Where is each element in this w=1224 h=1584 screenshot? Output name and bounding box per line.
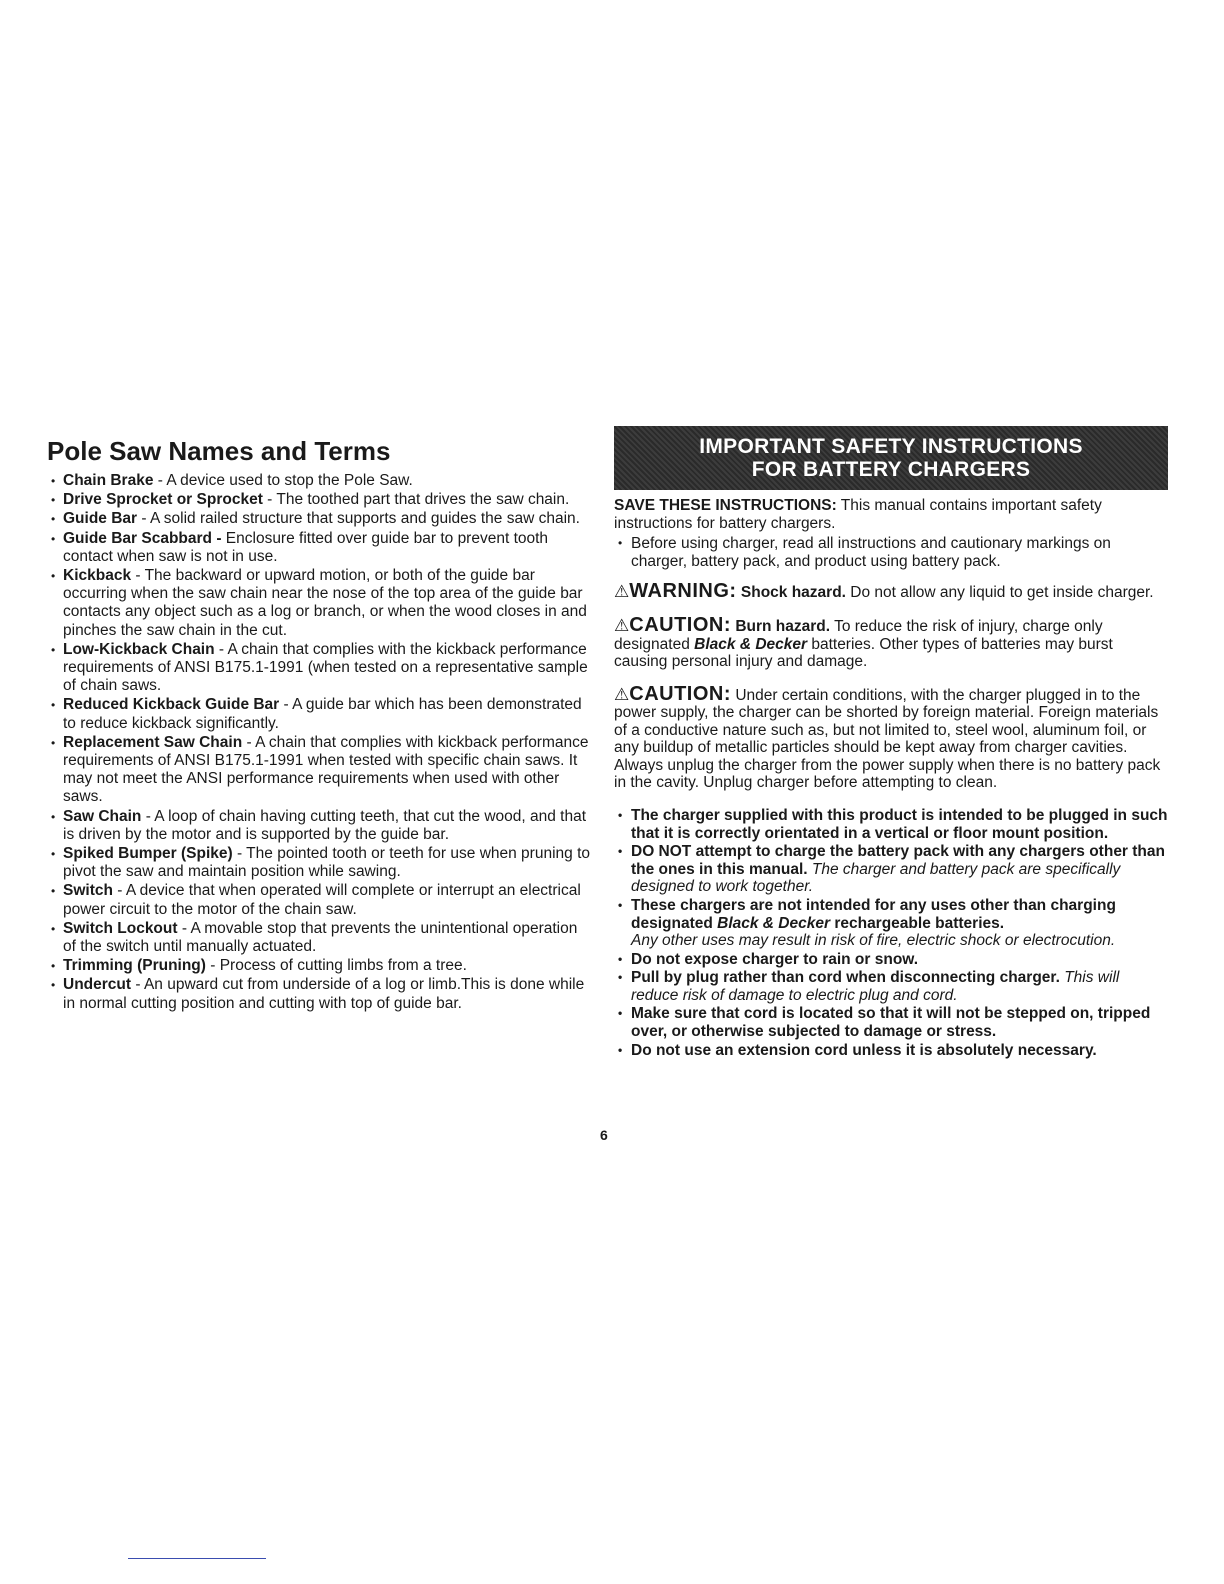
term-name: Saw Chain: [63, 807, 142, 825]
term-item: [47, 976, 592, 1012]
list-item: • The charger supplied with this product is intended to be plugged in such that it is correctly orientated in a vertical or floor mount position.: [614, 807, 1170, 842]
warning-block: [614, 580, 1170, 603]
term-desc: Enclosure fitted over guide bar to prevent tooth contact when saw is not in use.: [63, 529, 549, 565]
list-item: • Before using charger, read all instructions and cautionary markings on charger, battery pack, and product using battery pack.: [614, 535, 1170, 570]
caution-label: CAUTION:: [629, 683, 732, 705]
term-name: Chain Brake: [63, 472, 154, 489]
term-desc: - A device used to stop the Pole Saw.: [153, 472, 413, 489]
save-label: SAVE THESE INSTRUCTIONS:: [614, 497, 837, 514]
term-desc: - The pointed tooth or teeth for use when pruning to pivot the saw and maintain position while sawing.: [63, 845, 590, 881]
term-desc: - Process of cutting limbs from a tree.: [205, 957, 467, 975]
term-name: Replacement Saw Chain: [63, 733, 243, 751]
hazard-label: Burn hazard.: [735, 618, 831, 636]
warning-label: WARNING:: [629, 580, 737, 603]
term-desc: - An upward cut from underside of a log or limb.This is done while in normal cutting position and cutting with top of guide bar.: [63, 976, 585, 1012]
caution-text: To reduce the risk of injury, charge only designated: [614, 618, 1103, 653]
term-name: Switch Lockout: [63, 919, 178, 937]
warning-triangle-icon: ⚠: [614, 582, 630, 602]
warning-text: Do not allow any liquid to get inside charger.: [845, 584, 1154, 602]
rule-italic: This will reduce risk of damage to electric plug and cord.: [631, 969, 1120, 1004]
term-name: Drive Sprocket or Sprocket: [63, 491, 263, 509]
term-desc: - A chain that complies with kickback performance requirements of ANSI B175.1-1991 when tested with specific chain saws. It may not meet the ANSI performance requirements when used with other saws.: [63, 733, 589, 806]
brand-name: Black & Decker: [717, 914, 831, 932]
safety-section: [614, 426, 1170, 1060]
term-name: Spiked Bumper (Spike): [63, 845, 233, 863]
list-item: [614, 969, 1170, 1004]
term-item: [47, 734, 592, 807]
list-item: [614, 843, 1170, 896]
term-item: [47, 808, 592, 844]
term-item: [47, 957, 592, 975]
rule-bold: rechargeable batteries.: [830, 914, 1005, 932]
intro-list: [614, 535, 1170, 570]
term-name: Undercut: [63, 976, 132, 994]
terms-section: [47, 436, 592, 1014]
caution-text: Under certain conditions, with the charger plugged in to the power supply, the charger can be shorted by foreign material. Foreign materials of a conductive nature such as, but not limited to, steel wool, aluminum foil, or any buildup of metallic particles should be kept away from charger cavities. Always unplug the charger from the power supply when there is no battery pack in the cavity. Unplug charger before attempting to clean.: [614, 687, 1161, 792]
term-item: [47, 567, 592, 640]
caution-text: batteries. Other types of batteries may burst causing personal injury and damage.: [614, 635, 1113, 671]
term-name: Switch: [63, 882, 113, 900]
term-item: [47, 845, 592, 881]
save-instructions: [614, 497, 1170, 532]
footer-divider: [128, 1558, 266, 1559]
page-number: 6: [600, 1127, 608, 1143]
terms-list: [47, 472, 592, 1013]
term-name: Guide Bar Scabbard -: [63, 529, 222, 547]
term-item: [47, 641, 592, 696]
term-name: Trimming (Pruning): [63, 957, 206, 975]
term-desc: - A chain that complies with the kickback performance requirements of ANSI B175.1-1991 (when tested on a representative sample of chain saws.: [63, 640, 588, 695]
caution-block: [614, 683, 1170, 792]
term-desc: - A guide bar which has been demonstrated to reduce kickback significantly.: [63, 696, 582, 732]
caution-block: [614, 614, 1170, 671]
rule-italic: Any other uses may result in risk of fire, electric shock or electrocution.: [631, 932, 1116, 950]
safety-rules-list: [614, 807, 1170, 1059]
term-desc: - A device that when operated will complete or interrupt an electrical power circuit to the motor of the chain saw.: [63, 882, 581, 918]
term-desc: - The backward or upward motion, or both of the guide bar occurring when the saw chain near the nose of the top area of the guide bar contacts any object such as a log or branch, or when the wood closes in and pinches the saw chain in the cut.: [63, 567, 587, 639]
term-desc: - A movable stop that prevents the unintentional operation of the switch until manually actuated.: [63, 919, 578, 956]
rule-bold: Pull by plug rather than cord when disconnecting charger.: [631, 969, 1060, 987]
save-text: This manual contains important safety instructions for battery chargers.: [614, 497, 1102, 532]
rule-italic: The charger and battery pack are specifically designed to work together.: [631, 860, 1121, 896]
term-name: Reduced Kickback Guide Bar: [63, 696, 280, 714]
term-item: [47, 696, 592, 732]
term-name: Kickback: [63, 567, 132, 585]
list-item: • Make sure that cord is located so that it will not be stepped on, tripped over, or otherwise subjected to damage or stress.: [614, 1005, 1170, 1040]
banner-line: FOR BATTERY CHARGERS: [751, 458, 1031, 481]
list-item: • Do not expose charger to rain or snow.: [614, 951, 1170, 969]
hazard-label: Shock hazard.: [740, 584, 846, 602]
rule-bold: These chargers are not intended for any uses other than charging designated: [631, 896, 1116, 932]
caution-label: CAUTION:: [629, 614, 732, 637]
term-item: [47, 530, 592, 566]
banner-line: IMPORTANT SAFETY INSTRUCTIONS: [699, 435, 1083, 458]
term-desc: - A loop of chain having cutting teeth, that cut the wood, and that is driven by the motor and is supported by the guide bar.: [63, 807, 587, 843]
term-desc: - The toothed part that drives the saw chain.: [262, 491, 570, 509]
list-item: • Do not use an extension cord unless it is absolutely necessary.: [614, 1042, 1170, 1060]
term-name: Guide Bar: [63, 510, 138, 528]
term-name: Low-Kickback Chain: [63, 640, 215, 658]
term-item: [47, 510, 592, 528]
caution-triangle-icon: ⚠: [614, 616, 630, 636]
caution-triangle-icon: ⚠: [614, 685, 630, 704]
term-desc: - A solid railed structure that supports and guides the saw chain.: [137, 510, 580, 528]
safety-banner: [614, 426, 1168, 490]
term-item: [47, 472, 592, 490]
term-item: [47, 882, 592, 918]
brand-name: Black & Decker: [694, 635, 808, 653]
term-item: [47, 491, 592, 509]
rule-bold: DO NOT attempt to charge the battery pack with any chargers other than the ones in this manual.: [631, 843, 1165, 878]
section-title: Pole Saw Names and Terms: [47, 436, 391, 466]
term-item: [47, 920, 592, 956]
list-item: [614, 897, 1170, 950]
